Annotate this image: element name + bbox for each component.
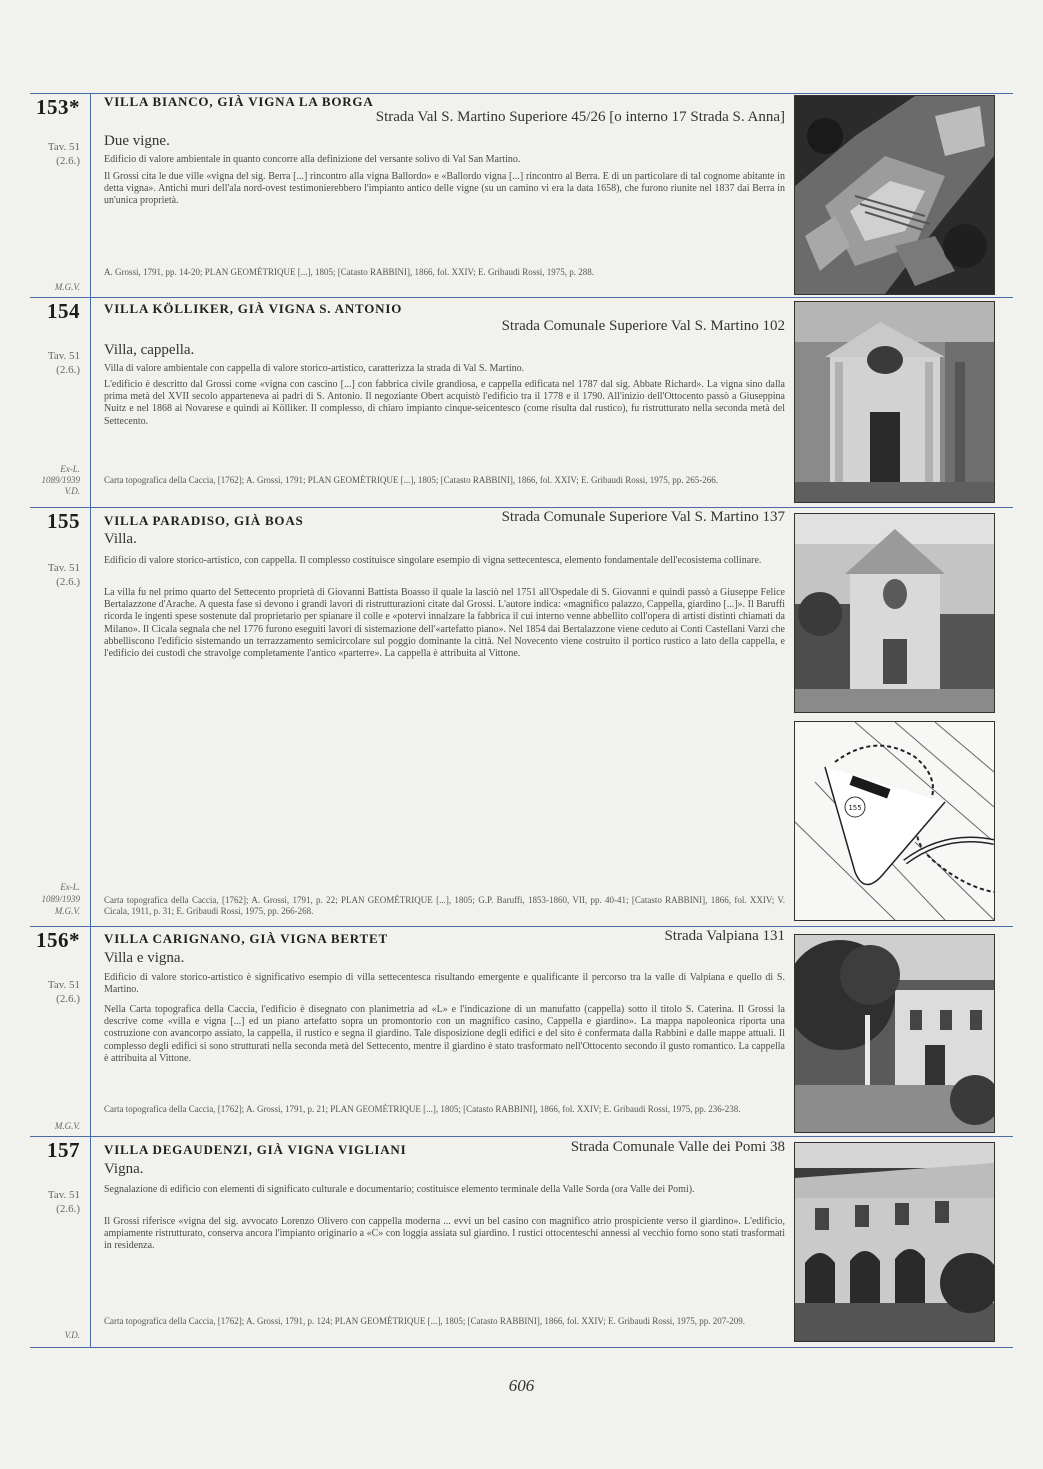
aerial-photo [794, 95, 995, 295]
entry-title: VILLA PARADISO, GIÀ BOAS [104, 513, 304, 528]
entry-bibliography: A. Grossi, 1791, pp. 14-20; PLAN GEOMÉTRIQUE [...], 1805; [Catasto RABBINI], 1866, fol. XXIV; E. Gribaudi Rossi, 1975, p. 288. [104, 267, 595, 277]
entry-number: 157 [47, 1138, 80, 1162]
entry-margin [0, 297, 86, 507]
plate-section: (2.6.) [56, 1203, 80, 1215]
author-initials: M.G.V. [54, 1121, 80, 1131]
catalog-entry [0, 926, 1043, 1136]
entry-margin [0, 507, 86, 926]
plate-section: (2.6.) [56, 576, 80, 588]
entry-divider [30, 1347, 1013, 1348]
author-initials: Ex-L. [60, 464, 80, 474]
plate-section: (2.6.) [56, 364, 80, 376]
page-number: 606 [508, 1376, 535, 1395]
entry-bibliography: Carta topografica della Caccia, [1762]; A. Grossi, 1791, p. 21; PLAN GEOMÉTRIQUE [...], 1805; [Catasto RABBINI], 1866, fol. XXIV; E. Gribaudi Rossi, 1975, pp. 236-238. [104, 1104, 741, 1114]
entry-title: VILLA KÖLLIKER, GIÀ VIGNA S. ANTONIO [104, 301, 403, 316]
map-label: 155 [848, 804, 862, 812]
entry-content [104, 507, 785, 926]
entry-address: Strada Val S. Martino Superiore 45/26 [o interno 17 Strada S. Anna] [375, 109, 785, 125]
entry-number: 154 [47, 299, 80, 323]
entry-type: Villa. [104, 531, 137, 547]
entry-margin [0, 926, 86, 1136]
entry-title: VILLA CARIGNANO, GIÀ VIGNA BERTET [104, 931, 388, 946]
catalog-entry [0, 93, 1043, 297]
entry-paragraph: Il Grossi riferisce «vigna del sig. avvocato Lorenzo Olivero con cappella moderna ... evvi un bel casino con magnifico atrio prospiciente verso il giardino». L'edificio, ampiamente ristrutturato, conserva ancora l'impianto originario a «C» con loggia assiata sul giardino. I rustici ottocenteschi annessi al vecchio forno sono stati trasformati in residenza. [104, 1216, 785, 1252]
entry-title: VILLA BIANCO, GIÀ VIGNA LA BORGA [104, 94, 374, 109]
plate-section: (2.6.) [56, 155, 80, 167]
entry-address: Strada Comunale Superiore Val S. Martino 102 [501, 318, 785, 334]
villa-loggia-photo [794, 1142, 995, 1342]
entry-content [104, 1136, 785, 1347]
entry-bibliography: Carta topografica della Caccia, [1762]; A. Grossi, 1791, p. 124; PLAN GEOMÉTRIQUE [...], 1805; [Catasto RABBINI], 1866, fol. XXIV; E. Gribaudi Rossi, 1975, pp. 207-209. [104, 1316, 745, 1326]
entry-content [104, 297, 785, 507]
entry-address: Strada Comunale Valle dei Pomi 38 [570, 1139, 785, 1155]
entry-number: 155 [47, 509, 80, 533]
entry-paragraph: Nella Carta topografica della Caccia, l'edificio è disegnato con planimetria ad «L» e l'indicazione di un manufatto (cappella) sotto il titolo S. Caterina. Il Grossi la descrive come «villa e vigna [...] ed un piano artefatto sopra un promontorio con un magnifico casino, Cappella e giardino». La mappa napoleonica riporta una costruzione con avancorpo assiato, la cappella, il rustico e segna il giardino. Tale disposizione degli edifici e del sito è confermata dalla Rabbini e dalle mappe attuali. Il complesso degli edifici si sono strutturati nella seconda metà del Settecento, mentre il giardino è stato trasformato nell'Ottocento secondo il gusto romantico. La cappella è attribuita al Vittone. [104, 1004, 785, 1064]
entry-content [104, 93, 785, 297]
catalog-entry [0, 297, 1043, 507]
entry-paragraph: Edificio di valore storico-artistico, con cappella. Il complesso costituisce singolare esempio di vigna settecentesca, elemento fondamentale dell'ecosistema collinare. [104, 555, 762, 566]
catalog-entry [0, 1136, 1043, 1347]
site-map [794, 721, 995, 921]
entry-number: 153* [36, 95, 80, 119]
entry-address: Strada Valpiana 131 [664, 928, 785, 944]
entry-bibliography: Carta topografica della Caccia, [1762]; A. Grossi, 1791; PLAN GEOMÉTRIQUE [...], 1805; [Catasto RABBINI], 1866, fol. XXIV; E. Gribaudi Rossi, 1975, pp. 265-266. [104, 475, 718, 485]
catalog-entry [0, 507, 1043, 926]
entry-type: Due vigne. [104, 133, 170, 149]
author-initials: M.G.V. [54, 906, 80, 916]
plate-section: (2.6.) [56, 993, 80, 1005]
entry-paragraph: Segnalazione di edificio con elementi di significato culturale e documentario; costituisce elemento terminale della Valle Sorda (ora Valle dei Pomi). [104, 1184, 695, 1195]
author-initials: 1089/1939 [41, 894, 80, 904]
entry-bibliography: Carta topografica della Caccia, [1762]; A. Grossi, 1791, p. 22; PLAN GEOMÉTRIQUE [...], 1805; G.P. Baruffi, 1853-1860, VII, pp. 40-41; [Catasto RABBINI], 1866, fol. XXIV; V. Cicala, 1911, p. 31; E. Gribaudi Rossi, 1975, pp. 266-268. [104, 895, 785, 916]
author-initials: Ex-L. [60, 882, 80, 892]
entry-title: VILLA DEGAUDENZI, GIÀ VIGNA VIGLIANI [104, 1142, 407, 1157]
chapel-photo [794, 301, 995, 503]
entry-type: Villa e vigna. [104, 950, 185, 966]
author-initials: 1089/1939 [41, 475, 80, 485]
entry-paragraph: Il Grossi cita le due ville «vigna del sig. Berra [...] rincontro alla vigna Ballordo» e «Ballordo vigna [...] rincontro al Berra. E di un particolare di tal cognome abitante in detta vigna». Antichi muri dell'ala nord-ovest testimonierebbero l'impianto antico delle vigne (su un camino vi era la data 1658), che furono riunite nel 1837 dai Berra in un'unica proprietà. [104, 171, 785, 207]
entry-paragraph: Villa di valore ambientale con cappella di valore storico-artistico, caratterizza la strada di Val S. Martino. [104, 363, 525, 374]
villa-garden-photo [794, 934, 995, 1133]
entry-number: 156* [36, 928, 80, 952]
entry-paragraph: Edificio di valore storico-artistico è significativo esempio di villa settecentesca risultando emergente e qualificante il percorso tra la valle di Valpiana e quello di S. Martino. [104, 972, 785, 996]
entry-address: Strada Comunale Superiore Val S. Martino 137 [501, 509, 785, 525]
entry-type: Vigna. [104, 1161, 144, 1177]
plate-reference: Tav. 51 [47, 562, 80, 574]
author-initials: V.D. [64, 486, 80, 496]
villa-chapel-photo [794, 513, 995, 713]
entry-margin [0, 93, 86, 297]
plate-reference: Tav. 51 [47, 1189, 80, 1201]
entry-paragraph: L'edificio è descritto dal Grossi come «vigna con cascino [...] con fabbrica civile grandiosa, e cappella edificata nel 1787 dal sig. Abbate Richard». La vigna sino dalla prima metà del XVII secolo apparteneva ai padri di S. Antonio. Il negoziante Obert acquistò l'edificio tra il 1778 e il 1790. All'inizio dell'Ottocento passò a Giuseppina Nuitz e nel 1868 ai Novarese e quindi ai Kölliker. Il complesso, di chiaro impianto cinque-seicentesco (come risulta dal rustico), fu ristrutturato nella seconda metà del Settecento. [104, 379, 785, 427]
entry-type: Villa, cappella. [104, 342, 195, 358]
entry-content [104, 926, 785, 1136]
entry-paragraph: La villa fu nel primo quarto del Settecento proprietà di Giovanni Battista Boasso il quale la lasciò nel 1751 all'Ospedale di S. Giovanni e quindi passò a Giuseppe Felice Bertalazzone d'Arache. A questa fase si devono i grandi lavori di ristrutturazioni citate dal Grossi. L'autore indica: «magnifico palazzo, Cappella, giardino [...]». Il Baruffi ricorda le ingenti spese sostenute dal proprietario per spianare il colle e «potervi innalzare la fabbrica il cui interno venne abbellito coll'opera di artisti distinti chiamati da Milano». Il Cicala segnala che nel 1776 furono eseguiti lavori di sistemazione dell'«artefatto piano». Nel 1854 dai Bertalazzone viene ceduto ai Conti Castellani Varzi che abbelliscono l'edificio sistemando un terrazzamento semicircolare sul poggio dominante la città. Nel Novecento viene costruito il portico rustico a lato della cappella, e l'edificio dei custodi che stravolge completamente l'antico «parterre». La cappella è attribuita al Vittone. [104, 587, 785, 660]
plate-reference: Tav. 51 [47, 350, 80, 362]
entry-paragraph: Edificio di valore ambientale in quanto concorre alla definizione del versante solivo di Val San Martino. [104, 154, 521, 165]
plate-reference: Tav. 51 [47, 979, 80, 991]
author-initials: M.G.V. [54, 282, 80, 292]
entry-margin [0, 1136, 86, 1347]
plate-reference: Tav. 51 [47, 141, 80, 153]
author-initials: V.D. [64, 1330, 80, 1340]
